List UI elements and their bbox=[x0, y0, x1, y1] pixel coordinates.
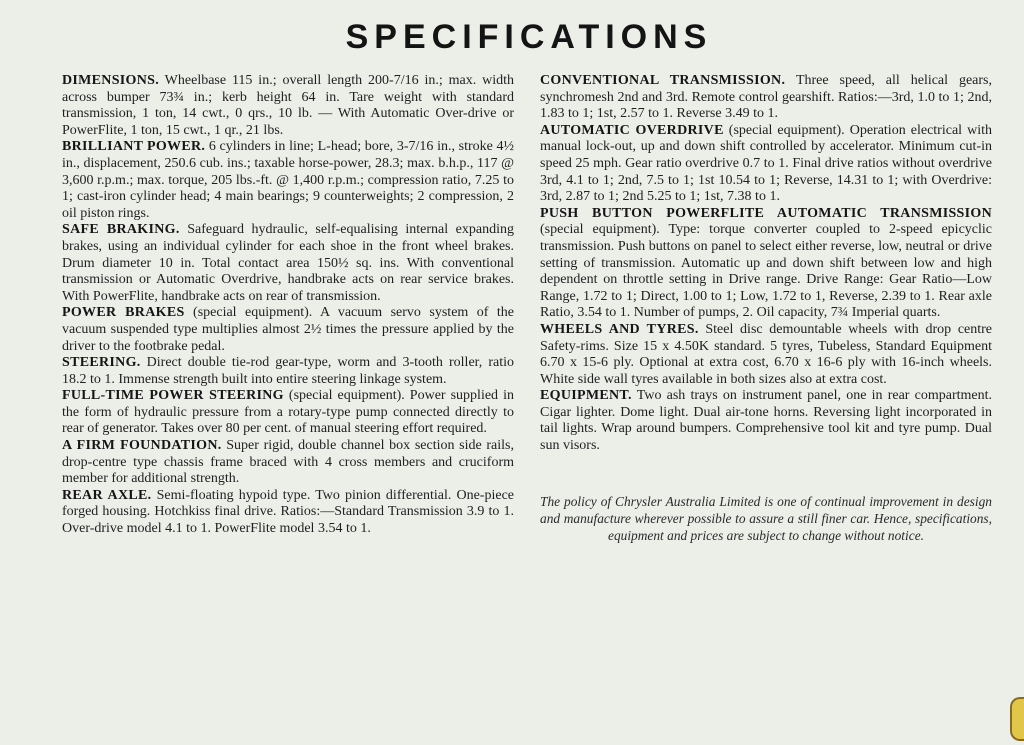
section-text: Safeguard hydraulic, self-equalising internal expanding brakes, using an individual cylinder for each shoe in the front wheel brakes. Drum diameter 10 in. Total contact area 150½ sq. ins. With conventional transmission or Automatic Overdrive, handbrake acts on rear service brakes. With PowerFlite, handbrake acts on rear of transmission. bbox=[62, 222, 514, 304]
section-text: (special equipment). Type: torque converter coupled to 2-speed epicyclic transmission. Push buttons on panel to select either reverse, low, neutral or drive setting of transmission. Automatic up and down shift between low and high dependent on throttle setting in Drive range. Drive Range: Gear Ratio—Low Range, 1.72 to 1; Direct, 1.00 to 1; Low, 1.72 to 1, Reverse, 2.39 to 1. Rear axle Ratio, 3.54 to 1. Number of pumps, 2. Oil capacity, 7¾ Imperial quarts. bbox=[540, 222, 992, 321]
spec-steering bbox=[62, 355, 514, 388]
section-text: Three speed, all helical gears, synchromesh 2nd and 3rd. Remote control gearshift. Ratios:—3rd, 1.0 to 1; 2nd, 1.83 to 1; 1st, 2.57 to 1. Reverse 3.49 to 1. bbox=[540, 73, 993, 122]
spec-safe-braking bbox=[62, 222, 514, 305]
spec-powerflite-transmission bbox=[540, 206, 992, 322]
spec-power-brakes bbox=[62, 305, 514, 355]
section-heading: A FIRM FOUNDATION. bbox=[62, 438, 222, 454]
spec-wheels-and-tyres bbox=[540, 322, 992, 388]
policy-note: The policy of Chrysler Australia Limited is one of continual improvement in design and manufacture wherever possible to assure a still finer car. Hence, specifications, equipment and prices are subject to change without notice. bbox=[540, 493, 992, 543]
section-text: Steel disc demountable wheels with drop centre Safety-rims. Size 15 x 4.50K standard. 5 tyres, Tubeless, Standard Equipment 6.70 x 15-6 ply. Optional at extra cost, 6.70 x 16-6 ply with 16-inch wheels. White side wall tyres available in both sizes also at extra cost. bbox=[540, 321, 993, 387]
section-heading: REAR AXLE. bbox=[62, 487, 152, 503]
spec-brilliant-power bbox=[62, 139, 514, 222]
section-text: 6 cylinders in line; L-head; bore, 3-7/16 in., stroke 4½ in., displacement, 250.6 cub. ins.; taxable horse-power, 28.3; max. b.h.p., 117 @ 3,600 r.p.m.; max. torque, 205 lbs.-ft. @ 1,400 r.p.m.; compression ratio, 7.25 to 1; cast-iron cylinder head; 4 main bearings; 9 counterweights; 2 compression, 2 oil piston rings. bbox=[62, 139, 515, 221]
section-text: (special equipment). Power supplied in the form of hydraulic pressure from a rotary-type pump connected directly to rear of generator. Takes over 80 per cent. of manual steering effort required. bbox=[62, 388, 514, 437]
section-heading: WHEELS AND TYRES. bbox=[540, 321, 699, 337]
section-heading: FULL-TIME POWER STEERING bbox=[62, 388, 284, 404]
section-heading: AUTOMATIC OVERDRIVE bbox=[540, 122, 724, 138]
spec-conventional-transmission bbox=[540, 73, 992, 123]
section-text: Direct double tie-rod gear-type, worm and 3-tooth roller, ratio 18.2 to 1. Immense strength built into entire steering linkage system. bbox=[62, 355, 515, 387]
spec-columns bbox=[62, 73, 996, 557]
spec-dimensions bbox=[62, 73, 514, 139]
page-title: SPECIFICATIONS bbox=[345, 18, 713, 56]
section-heading: STEERING. bbox=[62, 355, 141, 371]
spec-automatic-overdrive bbox=[540, 123, 992, 206]
section-text: Super rigid, double channel box section side rails, drop-centre type chassis frame braced with 4 cross members and cruciform member for additional strength. bbox=[62, 438, 514, 487]
section-heading: POWER BRAKES bbox=[62, 305, 185, 321]
section-heading: PUSH BUTTON POWERFLITE AUTOMATIC TRANSMISSION bbox=[540, 205, 992, 221]
section-text: Wheelbase 115 in.; overall length 200-7/16 in.; max. width across bumper 73¾ in.; kerb height 64 in. Tare weight with standard transmission, 1 ton, 14 cwt., 0 qrs., 10 lb. — With Automatic Over-drive or PowerFlite, 1 ton, 15 cwt., 1 qr., 21 lbs. bbox=[62, 73, 514, 138]
section-heading: SAFE BRAKING. bbox=[62, 222, 180, 238]
section-heading: BRILLIANT POWER. bbox=[62, 139, 206, 155]
spec-firm-foundation bbox=[62, 438, 514, 488]
spec-rear-axle bbox=[62, 488, 514, 538]
section-text: Semi-floating hypoid type. Two pinion differential. One-piece forged housing. Hotchkiss final drive. Ratios:—Standard Transmission 3.9 to 1. Over-drive model 4.1 to 1. PowerFlite model 3.54 to 1. bbox=[62, 487, 515, 537]
left-column bbox=[62, 73, 514, 557]
section-text: (special equipment). Operation electrical with manual lock-out, up and down shift controlled by accelerator. Minimum cut-in speed 25 mph. Gear ratio overdrive 0.7 to 1. Final drive ratios without overdrive 3rd, 4.1 to 1; 2nd, 7.5 to 1; 1st 10.54 to 1; Reverse, 14.31 to 1; with Overdrive: 3rd, 2.87 to 1; 2nd 5.25 to 1; 1st, 7.38 to 1. bbox=[540, 122, 993, 205]
spec-equipment bbox=[540, 388, 992, 454]
section-heading: EQUIPMENT. bbox=[540, 388, 632, 404]
section-heading: DIMENSIONS. bbox=[62, 73, 160, 88]
section-text: (special equipment). A vacuum servo system of the vacuum suspended type multiplies almost 2½ times the pressure applied by the driver to the footbrake pedal. bbox=[62, 305, 515, 354]
section-heading: CONVENTIONAL TRANSMISSION. bbox=[540, 73, 786, 88]
right-column bbox=[540, 73, 992, 557]
section-text: Two ash trays on instrument panel, one in rear compartment. Cigar lighter. Dome light. Dual air-tone horns. Reversing light incorporated in tail lights. Wrap around bumpers. Comprehensive tool kit and tyre pump. Dual sun visors. bbox=[540, 388, 993, 454]
spec-power-steering bbox=[62, 388, 514, 438]
corner-emblem-icon bbox=[1010, 697, 1024, 741]
